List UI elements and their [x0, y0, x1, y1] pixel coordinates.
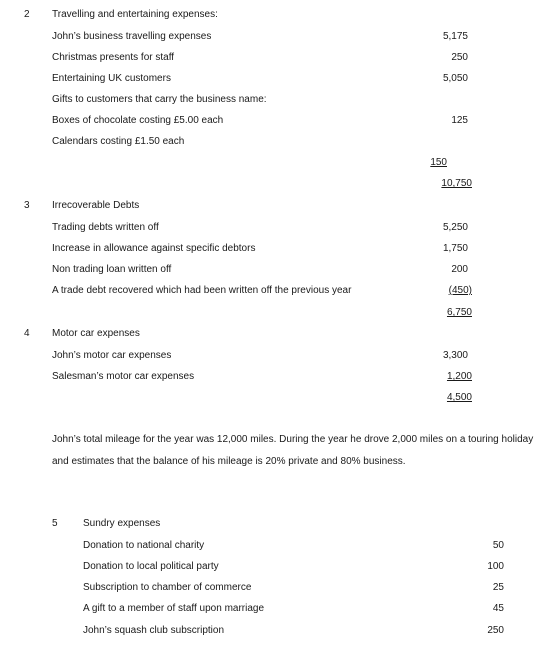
s2-calendars-amount: 150	[430, 157, 447, 168]
s2-item-label: John’s business travelling expenses	[52, 31, 212, 42]
s5-item-label: Subscription to chamber of commerce	[83, 582, 252, 593]
section-2-number: 2	[24, 9, 30, 20]
s2-item-label: Gifts to customers that carry the business name:	[52, 94, 267, 105]
section-5-number: 5	[52, 518, 58, 529]
s5-item-amount: 100	[487, 561, 504, 572]
s3-item-label: Trading debts written off	[52, 222, 159, 233]
section-2-heading: Travelling and entertaining expenses:	[52, 9, 218, 20]
s5-item-amount: 250	[487, 625, 504, 636]
s4-item-label: John’s motor car expenses	[52, 350, 172, 361]
s5-item-label: John’s squash club subscription	[83, 625, 225, 636]
s2-item-amount: 250	[451, 52, 468, 63]
s2-item-amount: 5,050	[442, 73, 468, 84]
section-3-number: 3	[24, 200, 30, 211]
section-5-heading: Sundry expenses	[83, 518, 161, 529]
s4-item-amount: 3,300	[442, 350, 468, 361]
s5-item-label: Donation to local political party	[83, 561, 219, 572]
s4-item-amount: 1,200	[446, 371, 472, 382]
s2-item-label: Calendars costing £1.50 each	[52, 136, 185, 147]
s3-item-amount: 5,250	[442, 222, 468, 233]
s4-item-label: Salesman’s motor car expenses	[52, 371, 195, 382]
s5-item-label: A gift to a member of staff upon marriage	[83, 603, 265, 614]
s5-item-label: Donation to national charity	[83, 540, 205, 551]
s4-total: 4,500	[446, 392, 472, 403]
s3-item-label: Non trading loan written off	[52, 264, 172, 275]
s3-item-amount: (450)	[448, 285, 472, 296]
s3-item-label: Increase in allowance against specific debtors	[52, 243, 256, 254]
s4-note-line-2: and estimates that the balance of his mileage is 20% private and 80% business.	[52, 456, 406, 467]
s2-item-amount: 5,175	[442, 31, 468, 42]
s2-item-label: Christmas presents for staff	[52, 52, 175, 63]
s4-note-line-1: John’s total mileage for the year was 12,000 miles. During the year he drove 2,000 miles on a touring holiday	[52, 434, 534, 445]
s3-item-amount: 1,750	[442, 243, 468, 254]
section-4-heading: Motor car expenses	[52, 328, 140, 339]
s5-item-amount: 45	[492, 603, 504, 614]
s2-total: 10,750	[441, 178, 472, 189]
s2-item-label: Entertaining UK customers	[52, 73, 171, 84]
section-3-heading: Irrecoverable Debts	[52, 200, 140, 211]
s5-item-amount: 25	[492, 582, 504, 593]
section-4-number: 4	[24, 328, 30, 339]
s3-item-label: A trade debt recovered which had been written off the previous year	[52, 285, 352, 296]
s2-item-amount: 125	[451, 115, 468, 126]
s3-total: 6,750	[446, 307, 472, 318]
s2-item-label: Boxes of chocolate costing £5.00 each	[52, 115, 224, 126]
s3-item-amount: 200	[451, 264, 468, 275]
s5-item-amount: 50	[492, 540, 504, 551]
